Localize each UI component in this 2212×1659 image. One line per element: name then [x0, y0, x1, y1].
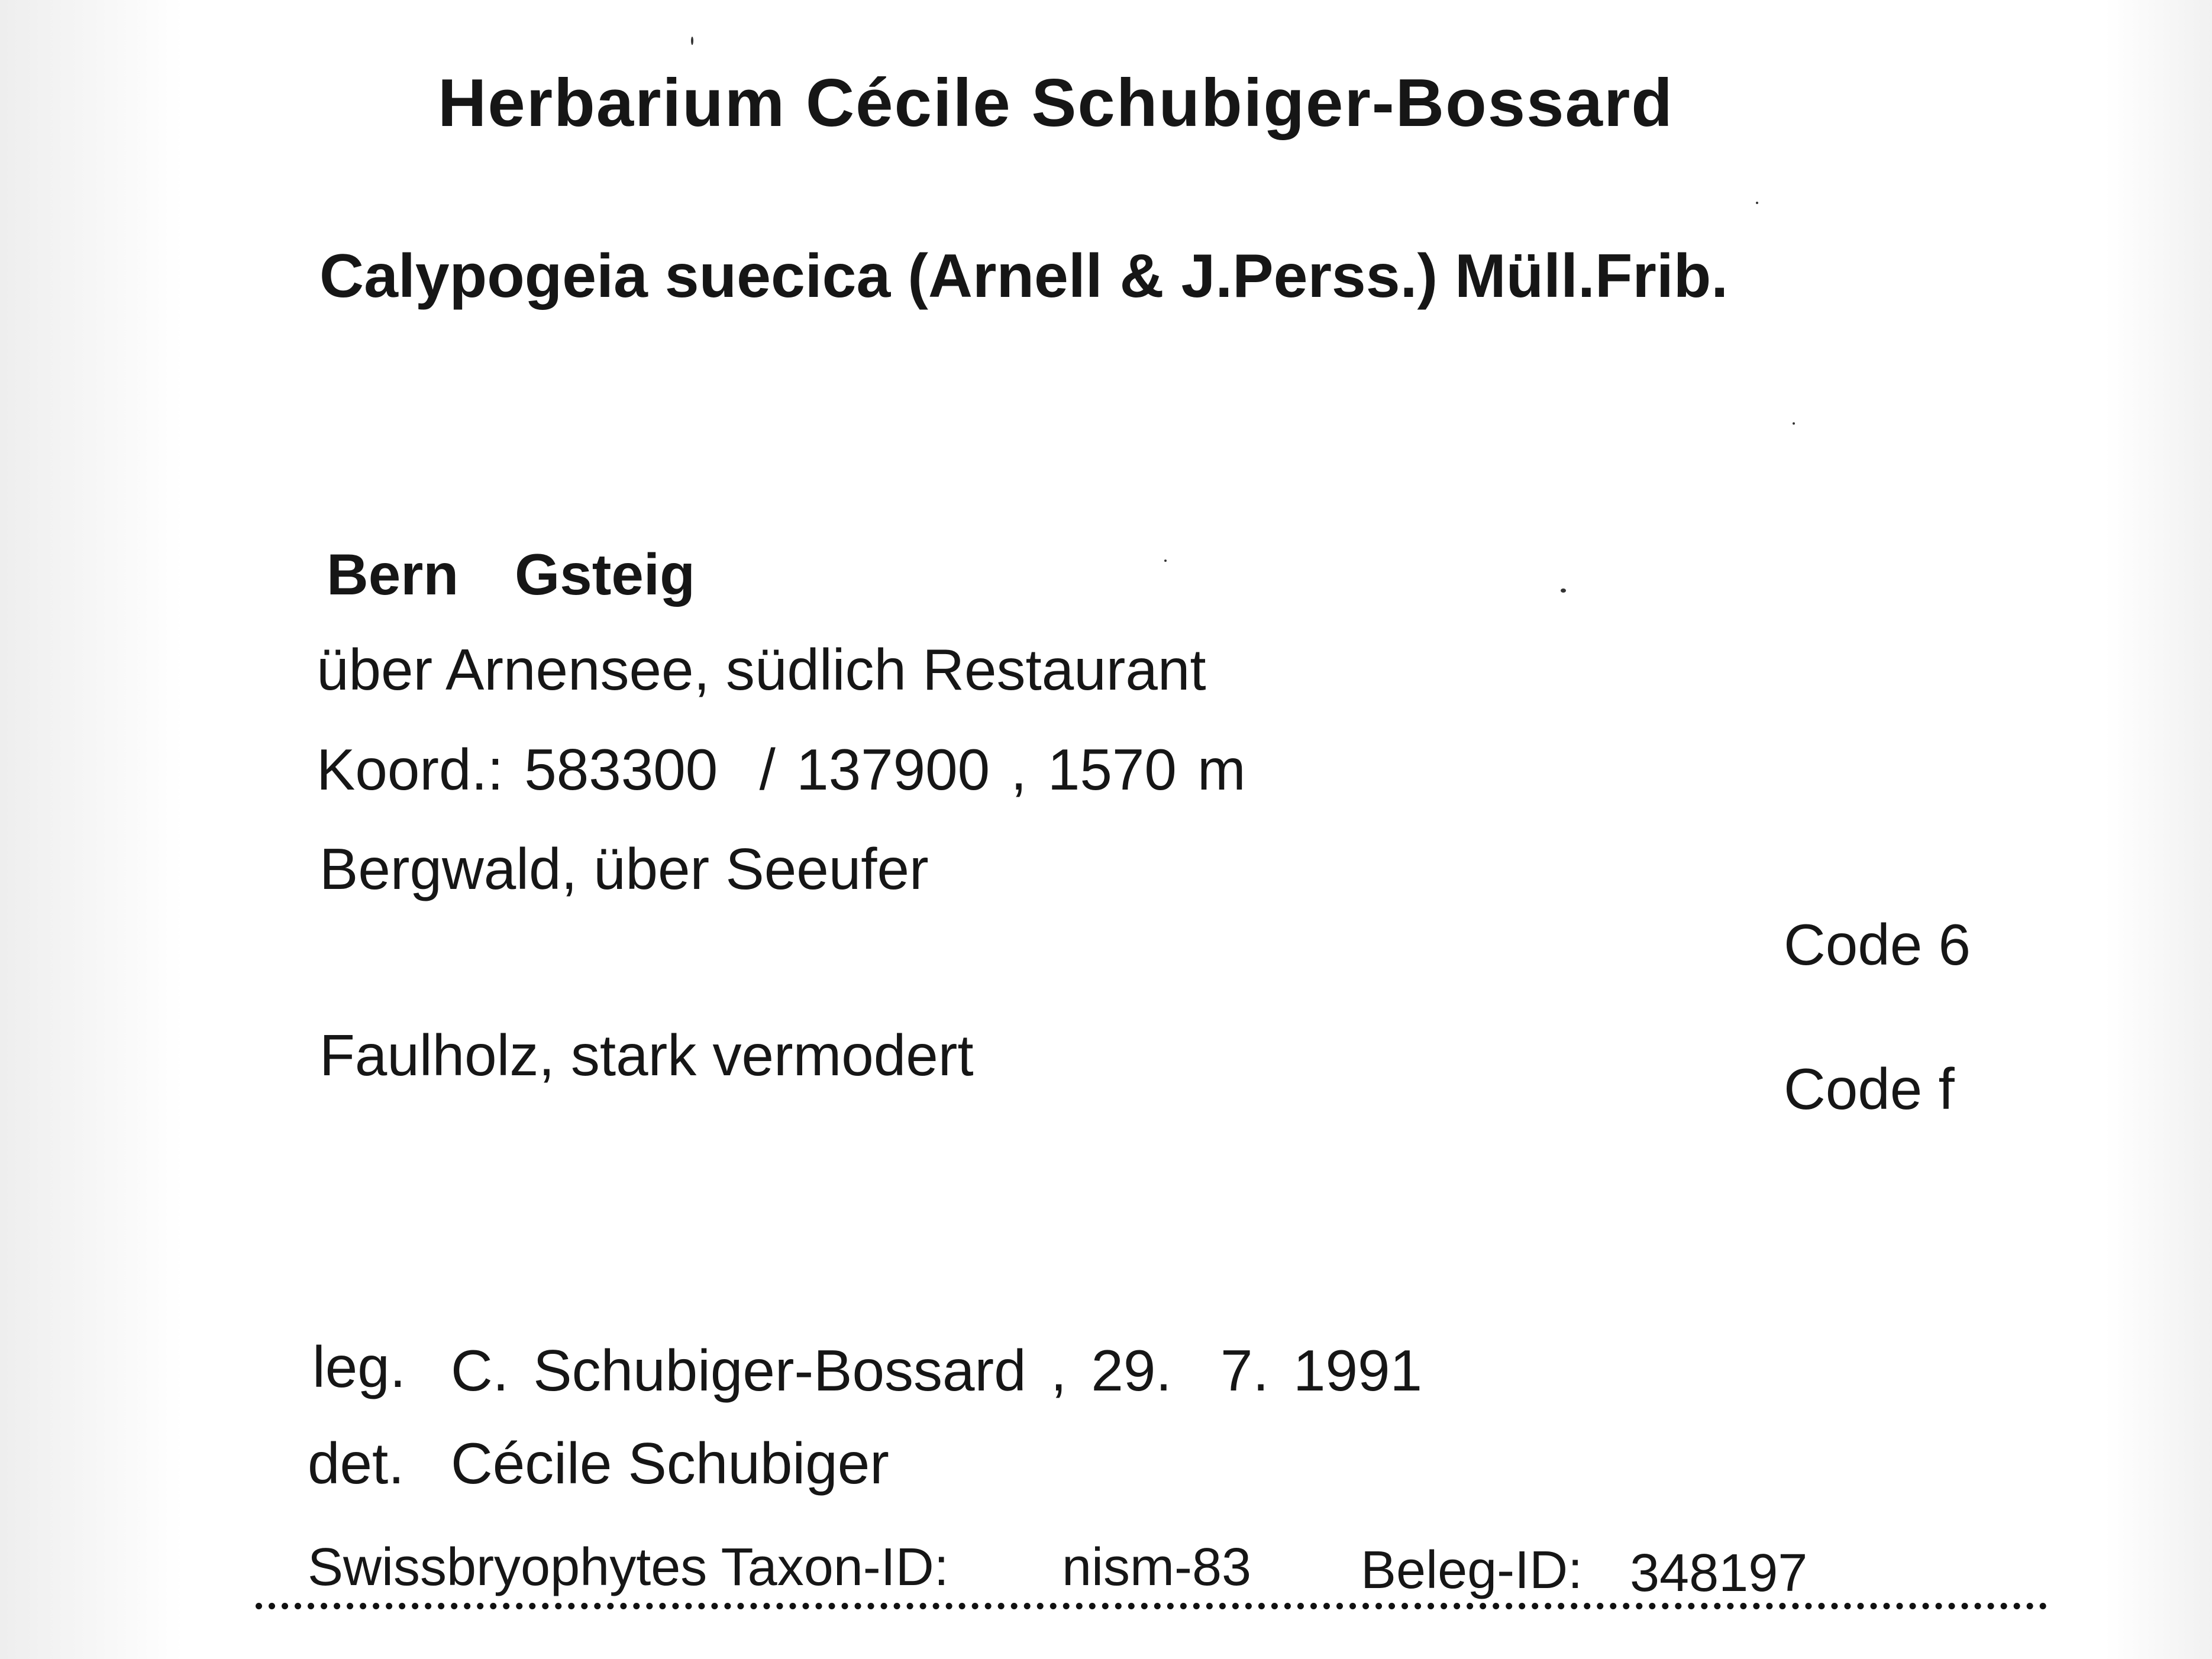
scan-shadow-left — [0, 0, 183, 1659]
collector-and-date: C. Schubiger-Bossard , 29. 7. 1991 — [451, 1338, 1422, 1403]
determiner-name: Cécile Schubiger — [451, 1431, 889, 1496]
locality-description: über Arnensee, südlich Restaurant — [317, 637, 1206, 702]
scan-shadow-right — [2106, 0, 2212, 1659]
scan-speck — [1756, 202, 1758, 204]
scan-speck — [1793, 422, 1795, 425]
dotted-cut-line — [256, 1603, 2047, 1609]
taxon-id-label: Swissbryophytes Taxon-ID: — [308, 1538, 949, 1597]
collector-label: leg. — [312, 1334, 406, 1399]
beleg-id-value: 348197 — [1630, 1544, 1808, 1603]
taxon-name: Calypogeia suecica (Arnell & J.Perss.) Müll.Frib. — [319, 242, 1729, 311]
habitat-code: Code 6 — [1784, 912, 1971, 977]
beleg-id-label: Beleg-ID: — [1361, 1541, 1583, 1600]
scan-speck — [691, 37, 693, 45]
coordinates-elevation: Koord.: 583300 / 137900 , 1570 m — [317, 737, 1246, 802]
taxon-id-value: nism-83 — [1062, 1538, 1252, 1597]
substrate-code: Code f — [1784, 1056, 1955, 1121]
herbarium-title: Herbarium Cécile Schubiger-Bossard — [438, 66, 1674, 141]
determiner-label: det. — [308, 1431, 405, 1496]
scan-speck — [1164, 560, 1167, 562]
substrate-description: Faulholz, stark vermodert — [319, 1023, 974, 1088]
habitat-description: Bergwald, über Seeufer — [319, 836, 929, 901]
municipality: Gsteig — [515, 542, 695, 607]
canton: Bern — [327, 542, 459, 607]
scan-speck — [1561, 588, 1566, 593]
